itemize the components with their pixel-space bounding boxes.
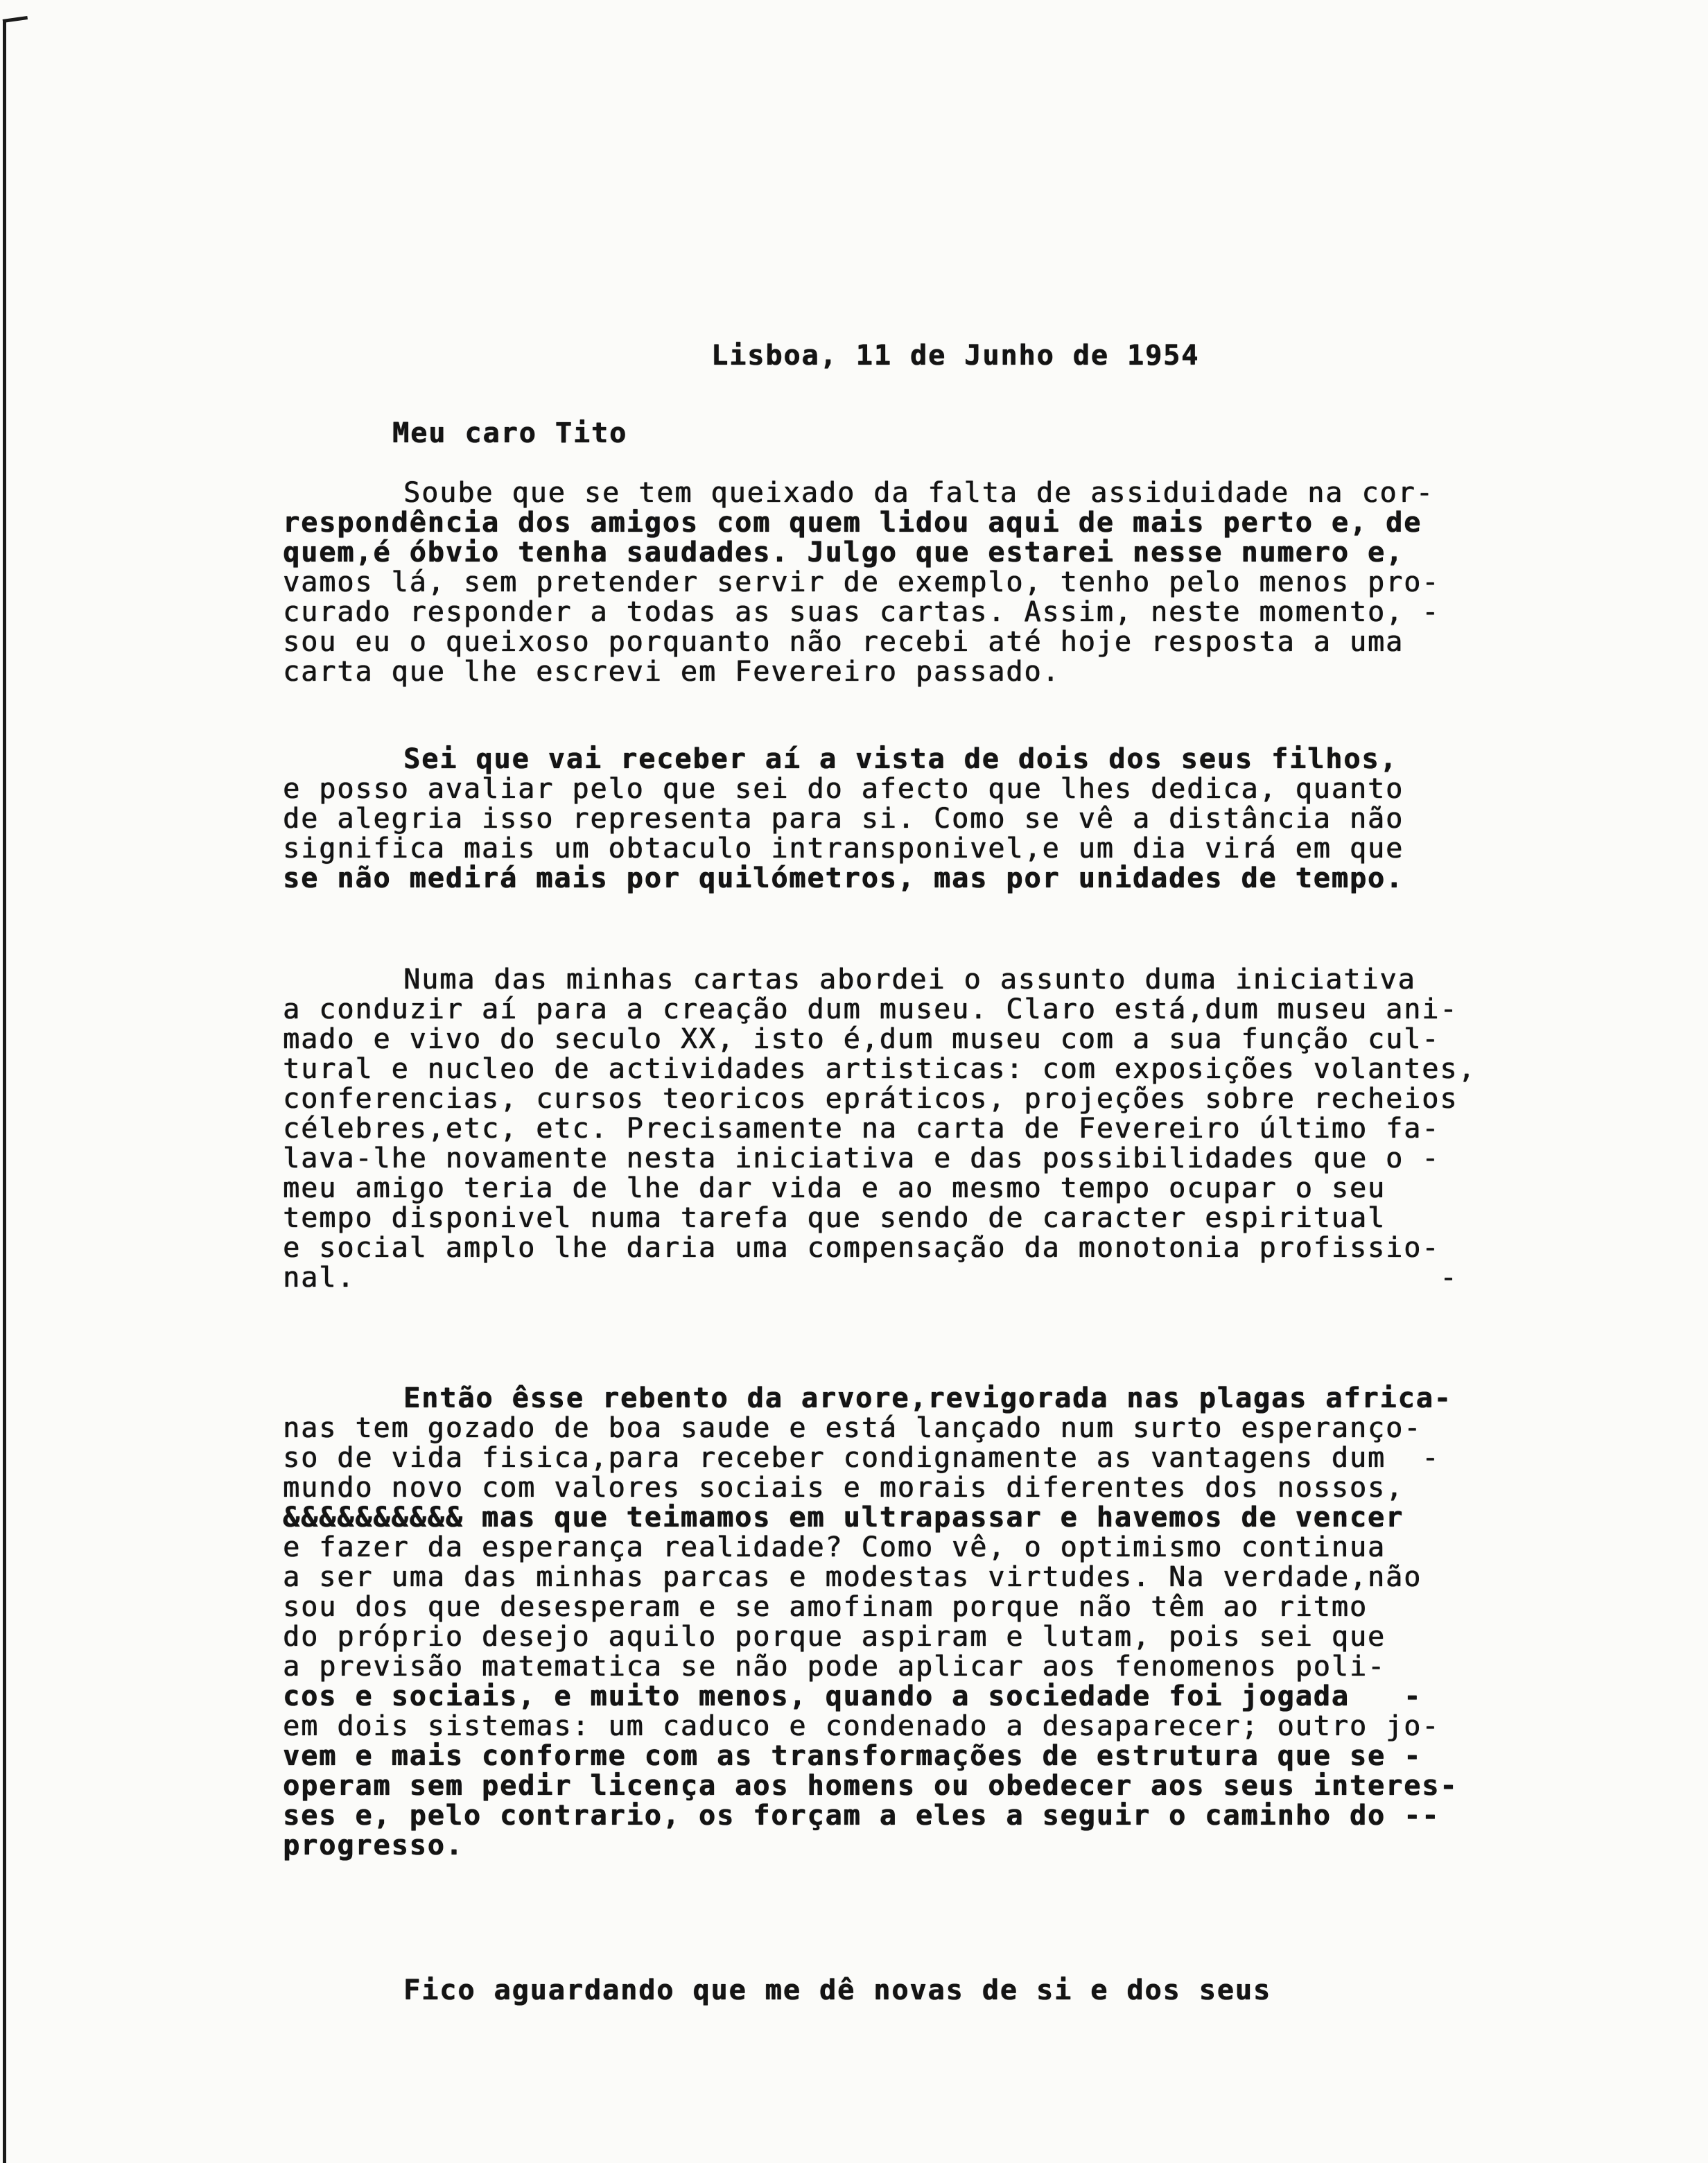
paragraph-line: sou eu o queixoso porquanto não recebi até hoje resposta a uma [283,626,1404,658]
paragraph-4 [283,1384,1458,1861]
paragraph-line: nas tem gozado de boa saude e está lançado num surto esperanço- [283,1412,1422,1444]
paragraph-line: do próprio desejo aquilo porque aspiram e lutam, pois sei que [283,1621,1386,1653]
paragraph-line: conferencias, cursos teoricos epráticos, projeções sobre recheios [283,1083,1458,1115]
paragraph-line: quem,é óbvio tenha saudades. Julgo que estarei nesse numero e, [283,537,1404,568]
paragraph-line: tural e nucleo de actividades artisticas: com exposições volantes, [283,1053,1476,1085]
paragraph-line: meu amigo teria de lhe dar vida e ao mesmo tempo ocupar o seu [283,1172,1386,1204]
paragraph-3 [283,965,1476,1293]
paragraph-line: curado responder a todas as suas cartas. Assim, neste momento, - [283,596,1440,628]
paragraph-line: célebres,etc, etc. Precisamente na carta de Fevereiro último fa- [283,1113,1440,1145]
paragraph-line: lava-lhe novamente nesta iniciativa e das possibilidades que o - [283,1143,1440,1174]
paragraph-line: e social amplo lhe daria uma compensação da monotonia profissio- [283,1232,1440,1264]
paragraph-line: se não medirá mais por quilómetros, mas por unidades de tempo. [283,862,1404,894]
closing-paragraph [283,1976,1271,2006]
paragraph-2 [283,745,1404,894]
paragraph-line: Fico aguardando que me dê novas de si e dos seus [403,1974,1271,2006]
paragraph-line: operam sem pedir licença aos homens ou obedecer aos seus interes- [283,1770,1458,1802]
paragraph-line: Então êsse rebento da arvore,revigorada nas plagas africa- [403,1382,1452,1414]
paragraph-line: vem e mais conforme com as transformações de estrutura que se - [283,1740,1422,1772]
paragraph-line: tempo disponivel numa tarefa que sendo de caracter espiritual [283,1202,1386,1234]
paragraph-line: progresso. [283,1830,464,1861]
paragraph-line: ses e, pelo contrario, os forçam a eles a seguir o caminho do -- [283,1800,1440,1832]
paragraph-line: mado e vivo do seculo XX, isto é,dum museu com a sua função cul- [283,1023,1440,1055]
paragraph-line: &&&&&&&&&& mas que teimamos em ultrapassar e havemos de vencer [283,1502,1404,1534]
letter-greeting: Meu caro Tito [392,417,628,449]
paragraph-line: a previsão matematica se não pode aplicar aos fenomenos poli- [283,1651,1386,1683]
paragraph-line: vamos lá, sem pretender servir de exemplo, tenho pelo menos pro- [283,566,1440,598]
paragraph-line: mundo novo com valores sociais e morais diferentes dos nossos, [283,1472,1404,1504]
paragraph-line: nal. - [283,1262,1458,1294]
paragraph-line: so de vida fisica,para receber condignamente as vantagens dum - [283,1442,1440,1474]
paragraph-line: Numa das minhas cartas abordei o assunto duma iniciativa [403,964,1416,996]
paragraph-line: a conduzir aí para a creação dum museu. Claro está,dum museu ani- [283,993,1458,1025]
paragraph-line: a ser uma das minhas parcas e modestas virtudes. Na verdade,não [283,1561,1422,1593]
paragraph-1 [283,478,1440,687]
paragraph-line: Sei que vai receber aí a vista de dois dos seus filhos, [403,743,1398,775]
paragraph-line: e fazer da esperança realidade? Como vê, o optimismo continua [283,1531,1386,1563]
paragraph-line: e posso avaliar pelo que sei do afecto que lhes dedica, quanto [283,773,1404,805]
paragraph-line: cos e sociais, e muito menos, quando a sociedade foi jogada - [283,1680,1422,1712]
paragraph-line: em dois sistemas: um caduco e condenado a desaparecer; outro jo- [283,1710,1440,1742]
paragraph-line: respondência dos amigos com quem lidou aqui de mais perto e, de [283,507,1422,539]
paragraph-line: de alegria isso representa para si. Como se vê a distância não [283,803,1404,835]
paragraph-line: sou dos que desesperam e se amofinam porque não têm ao ritmo [283,1591,1368,1623]
paragraph-line: significa mais um obtaculo intransponivel,e um dia virá em que [283,833,1404,865]
letter-date: Lisboa, 11 de Junho de 1954 [711,340,1200,372]
paragraph-line: carta que lhe escrevi em Fevereiro passado. [283,656,1061,688]
paragraph-line: Soube que se tem queixado da falta de assiduidade na cor- [403,477,1434,509]
